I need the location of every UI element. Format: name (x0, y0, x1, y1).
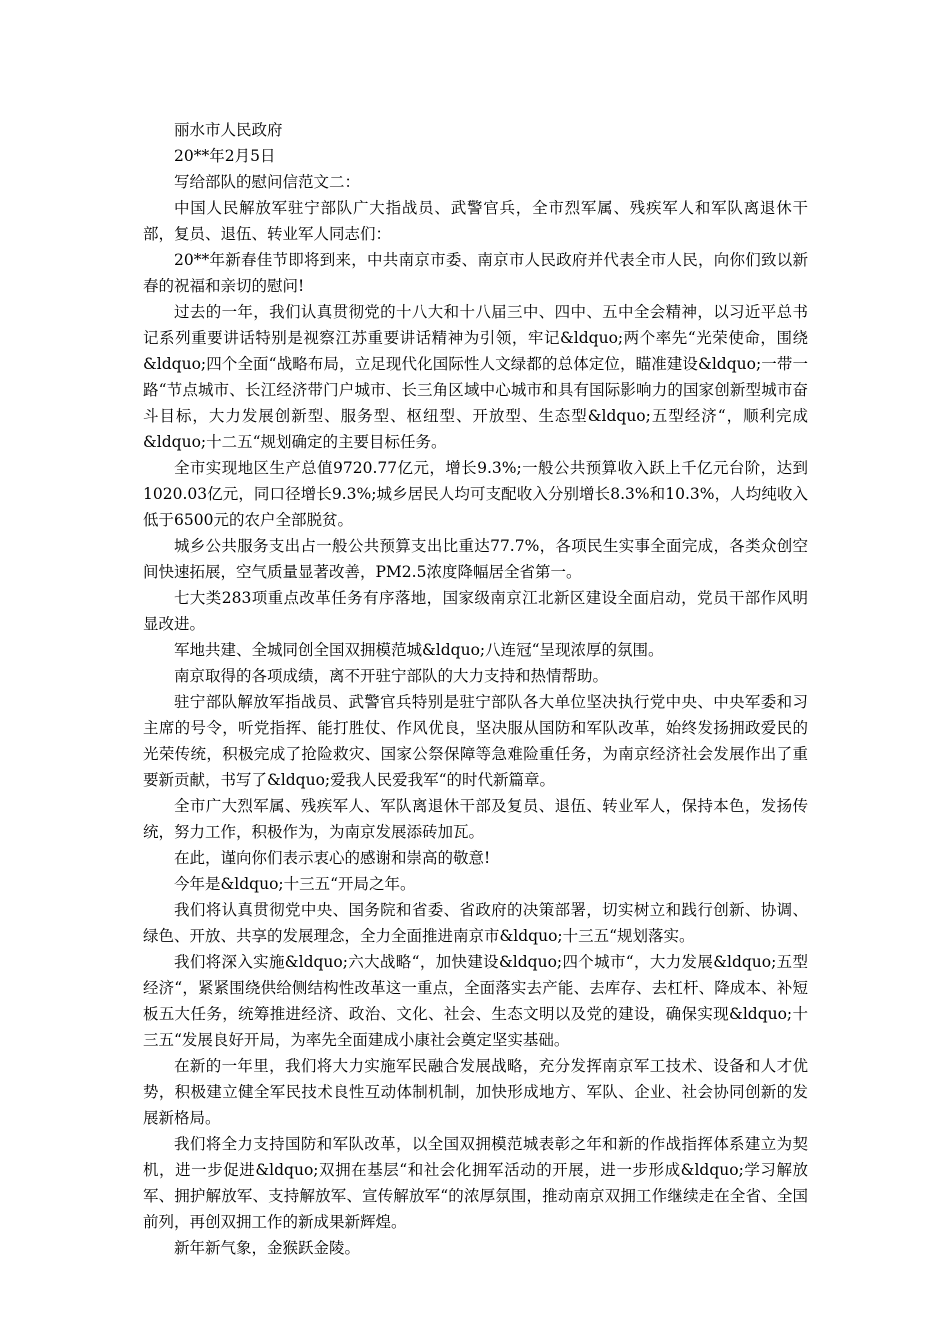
salutation: 中国人民解放军驻宁部队广大指战员、武警官兵，全市烈军属、残疾军人和军队离退休干部，复员、退伍、转业军人同志们： (143, 199, 808, 243)
body-paragraph: 在新的一年里，我们将大力实施军民融合发展战略，充分发挥南京军工技术、设备和人才优势，积极建立健全军民技术良性互动体制机制，加快形成地方、军队、企业、社会协同创新的发展新格局。 (143, 1057, 808, 1127)
body-paragraph: 城乡公共服务支出占一般公共预算支出比重达77.7%，各项民生实事全面完成，各类众创空间快速拓展，空气质量显著改善，PM2.5浓度降幅居全省第一。 (143, 537, 808, 581)
closing-paragraph: 新年新气象，金猴跃金陵。 (174, 1239, 361, 1257)
body-paragraph: 军地共建、全城同创全国双拥模范城&ldquo;八连冠“呈现浓厚的氛围。 (174, 641, 664, 659)
body-paragraph: 南京取得的各项成绩，离不开驻宁部队的大力支持和热情帮助。 (174, 667, 609, 685)
body-paragraph: 今年是&ldquo;十三五“开局之年。 (174, 875, 416, 893)
body-paragraph: 驻宁部队解放军指战员、武警官兵特别是驻宁部队各大单位坚决执行党中央、中央军委和习主席的号令，听党指挥、能打胜仗、作风优良，坚决服从国防和军队改革，始终发扬拥政爱民的光荣传统，积极完成了抢险救灾、国家公祭保障等急难险重任务，为南京经济社会发展作出了重要新贡献，书写了&ldquo;爱我人民爱我军“的时代新篇章。 (143, 693, 808, 789)
signature-organization: 丽水市人民政府 (174, 121, 283, 139)
body-paragraph: 20**年新春佳节即将到来，中共南京市委、南京市人民政府并代表全市人民，向你们致以新春的祝福和亲切的慰问! (143, 251, 808, 295)
section-heading: 写给部队的慰问信范文二： (174, 173, 361, 191)
document-body (143, 117, 808, 1261)
body-paragraph: 全市广大烈军属、残疾军人、军队离退休干部及复员、退伍、转业军人，保持本色，发扬传统，努力工作，积极作为，为南京发展添砖加瓦。 (143, 797, 808, 841)
body-paragraph: 过去的一年，我们认真贯彻党的十八大和十八届三中、四中、五中全会精神，以习近平总书记系列重要讲话特别是视察江苏重要讲话精神为引领，牢记&ldquo;两个率先“光荣使命，围绕&ldquo;四个全面“战略布局，立足现代化国际性人文绿都的总体定位，瞄准建设&ldquo;一带一路“节点城市、长江经济带门户城市、长三角区域中心城市和具有国际影响力的国家创新型城市奋斗目标，大力发展创新型、服务型、枢纽型、开放型、生态型&ldquo;五型经济“，顺利完成&ldquo;十二五“规划确定的主要目标任务。 (143, 303, 808, 451)
body-paragraph: 我们将深入实施&ldquo;六大战略“，加快建设&ldquo;四个城市“，大力发展&ldquo;五型经济“，紧紧围绕供给侧结构性改革这一重点，全面落实去产能、去库存、去杠杆、降成本、补短板五大任务，统筹推进经济、政治、文化、社会、生态文明以及党的建设，确保实现&ldquo;十三五“发展良好开局，为率先全面建成小康社会奠定坚实基础。 (143, 953, 808, 1049)
body-paragraph: 全市实现地区生产总值9720.77亿元，增长9.3%;一般公共预算收入跃上千亿元台阶，达到1020.03亿元，同口径增长9.3%;城乡居民人均可支配收入分别增长8.3%和10.3%，人均纯收入低于6500元的农户全部脱贫。 (143, 459, 808, 529)
body-paragraph: 我们将全力支持国防和军队改革，以全国双拥模范城表彰之年和新的作战指挥体系建立为契机，进一步促进&ldquo;双拥在基层“和社会化拥军活动的开展，进一步形成&ldquo;学习解放军、拥护解放军、支持解放军、宣传解放军“的浓厚氛围，推动南京双拥工作继续走在全省、全国前列，再创双拥工作的新成果新辉煌。 (143, 1135, 808, 1231)
body-paragraph: 在此，谨向你们表示衷心的感谢和崇高的敬意! (174, 849, 491, 867)
body-paragraph: 我们将认真贯彻党中央、国务院和省委、省政府的决策部署，切实树立和践行创新、协调、绿色、开放、共享的发展理念，全力全面推进南京市&ldquo;十三五“规划落实。 (143, 901, 808, 945)
signature-date: 20**年2月5日 (174, 147, 276, 165)
body-paragraph: 七大类283项重点改革任务有序落地，国家级南京江北新区建设全面启动，党员干部作风明显改进。 (143, 589, 808, 633)
